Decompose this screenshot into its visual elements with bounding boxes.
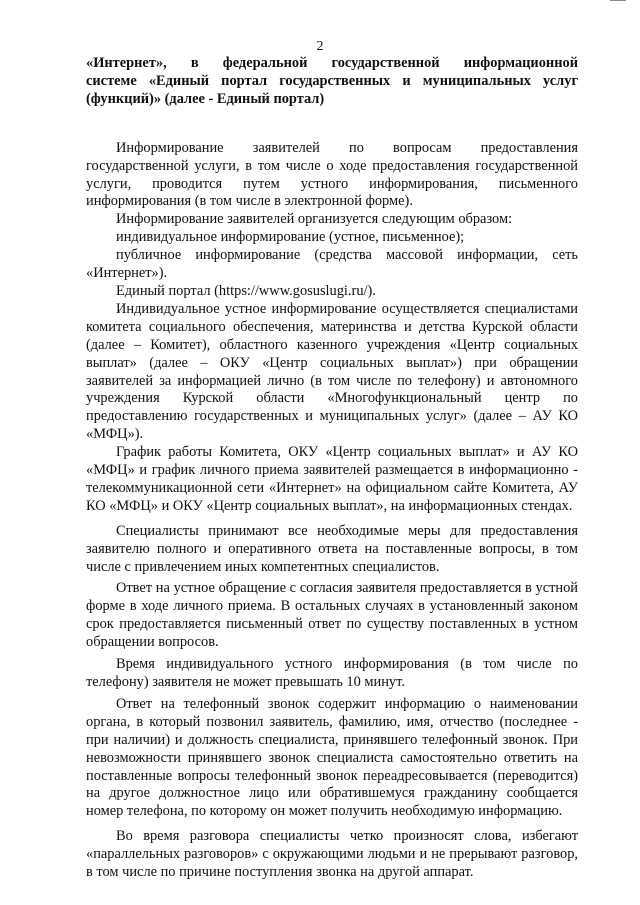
paragraph-informing-organization: Информирование заявителей организуется следующим образом: bbox=[116, 211, 513, 228]
paragraph-specialists-measures: Специалисты принимают все необходимые меры для предоставления заявителю полного и оперативного ответа на поставленные вопросы, в том числе с привлечением иных компетентных специалистов. bbox=[86, 522, 578, 575]
section-heading-line: системе «Единый портал государственных и муниципальных услуг bbox=[86, 72, 578, 89]
paragraph-conversation-rules: Во время разговора специалисты четко произносят слова, избегают «параллельных разговоров» с окружающими людьми и не прерывают разговор, в том числе по причине поступления звонка на другой аппарат. bbox=[86, 828, 578, 881]
section-heading-line: (функций)» (далее - Единый портал) bbox=[86, 90, 325, 107]
paragraph-informing-duration: Время индивидуального устного информирования (в том числе по телефону) заявителя не может превышать 10 минут. bbox=[86, 656, 578, 690]
paragraph-work-schedule: График работы Комитета, ОКУ «Центр социальных выплат» и АУ КО «МФЦ» и график личного приема заявителей размещается в информационно - телекоммуникационной сети «Интернет» на официальном сайте Комитета, АУ КО «МФЦ» и ОКУ «Центр социальных выплат», на информационных стендах. bbox=[86, 444, 578, 514]
paragraph-oral-appeal-answer: Ответ на устное обращение с согласия заявителя предоставляется в устной форме в ходе личного приема. В остальных случаях в установленный законом срок предоставляется письменный ответ по существу поставленных в устном обращении вопросов. bbox=[86, 580, 578, 651]
section-heading-line: «Интернет», в федеральной государственной информационной bbox=[86, 55, 578, 71]
section-heading bbox=[86, 55, 578, 109]
paragraph-public-informing: публичное информирование (средства массовой информации, сеть «Интернет»). bbox=[86, 247, 578, 282]
paragraph-individual-informing: индивидуальное информирование (устное, письменное); bbox=[116, 229, 465, 246]
page-number: 2 bbox=[316, 39, 324, 54]
paragraph-informing-scope: Информирование заявителей по вопросам предоставления государственной услуги, в том числе о ходе предоставления государственной услуги, проводится путем устного информирования, письменного информирования (в том числе в электронной форме). bbox=[86, 139, 578, 210]
page-content bbox=[86, 55, 578, 882]
scan-corner-mark bbox=[610, 0, 626, 6]
paragraph-phone-call-answer: Ответ на телефонный звонок содержит информацию о наименовании органа, в который позвонил заявитель, фамилию, имя, отчество (последнее - при наличии) и должность специалиста, принявшего телефонный звонок. При невозможности принявшего звонок специалиста самостоятельно ответить на поставленные вопросы телефонный звонок переадресовывается (переводится) на другое должностное лицо или обратившемуся гражданину сообщается номер телефона, по которому он может получить необходимую информацию. bbox=[86, 695, 578, 820]
paragraph-oral-informing: Индивидуальное устное информирование осуществляется специалистами комитета социального обеспечения, материнства и детства Курской области (далее – Комитет), областного казенного учреждения «Центр социальных выплат» (далее – ОКУ «Центр социальных выплат») при обращении заявителей за информацией лично (в том числе по телефону) и автономного учреждения Курской области «Многофункциональный центр по предоставлению государственных и муниципальных услуг» (далее – АУ КО «МФЦ»). bbox=[86, 300, 578, 443]
paragraph-unified-portal: Единый портал (https://www.gosuslugi.ru/). bbox=[116, 282, 376, 299]
